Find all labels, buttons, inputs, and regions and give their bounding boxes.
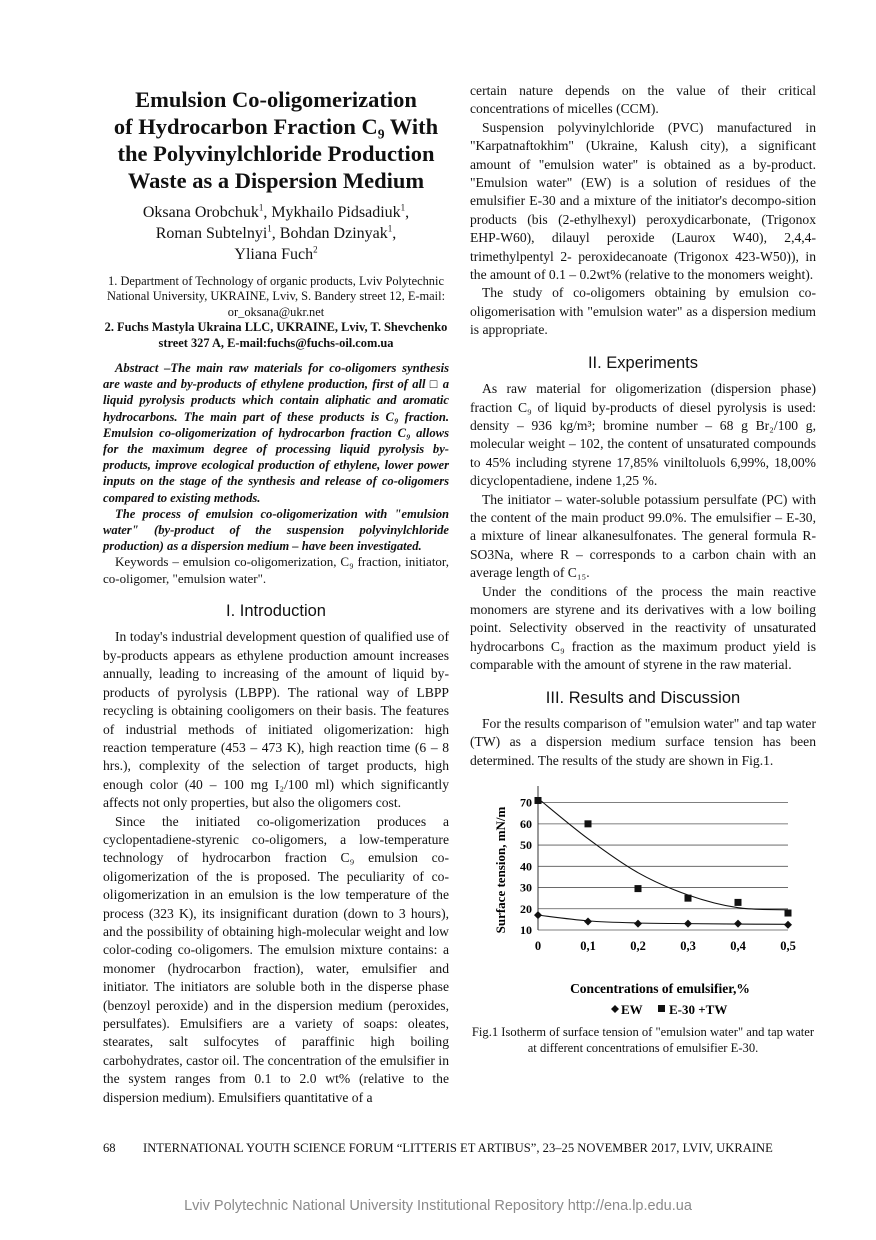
chart-x-tick-label: 0,2 bbox=[630, 939, 646, 954]
chart-x-tick-label: 0,4 bbox=[730, 939, 746, 954]
chart-y-tick-label: 20 bbox=[520, 901, 532, 916]
chart-y-tick-label: 60 bbox=[520, 817, 532, 832]
affiliation-2: 2. Fuchs Mastyla Ukraina LLC, UKRAINE, Lviv, T. Shevchenko street 327 A, E-mail:fuchs@fuchs-oil.com.ua bbox=[104, 320, 448, 350]
chart-y-tick-label: 70 bbox=[520, 795, 532, 810]
author-separator: , bbox=[405, 204, 410, 221]
author-name: Oksana Orobchuk bbox=[142, 204, 259, 221]
body-paragraph: Suspension polyvinylchloride (PVC) manufactured in "Karpatnaftokhim" (Ukraine, Kalush city), a significant amount of "emulsion water" is obtained as a by-product. "Emulsion water" (EW) is a solution of residues of the emulsifier E-30 and a mixture of the initiator's decompo-sition products (bis (2-ethylhexyl) peroxydicarbonate, (Trigonox EHP-W60), dilauyl peroxide (Laurox W40), 2,4,4-trimethylpentyl 2- peroxidecanoate (Trigonox 423-W50)), in the amount of 0.1 – 0.2wt% (relative to the monomers weight). bbox=[470, 119, 816, 283]
chart-point-diamond bbox=[584, 918, 592, 926]
chart-point-diamond bbox=[684, 920, 692, 928]
surface-tension-chart bbox=[470, 780, 816, 1020]
chart-y-tick-label: 30 bbox=[520, 880, 532, 895]
title-line: the Polyvinylchloride Production bbox=[117, 141, 435, 166]
abstract-paragraph: Abstract –The main raw materials for co-oligomers synthesis are waste and by-products of ethylene production, first of all □ a liquid pyrolysis products which contain aliphatic and aromatic hydrocarbons. The main part of these products is C₉ fraction. Emulsion co-oligomerization of hydrocarbon fraction C₉ allows for the maximum degree of processing liquid pyrolysis by-products, improve ecological production of ethylene, lower power inputs on the stage of the synthesis and release of co-oligomers compared to existing methods. bbox=[103, 361, 449, 505]
body-paragraph: In today's industrial development question of qualified use of by-products appears as ethylene production amount increases annually, leading to increasing of the amount of liquid by-products of pyrolysis (LBPP). The rational way of LBPP recycling is obtaining cooligomers on their basis. The features of industrial methods of initiated oligomerization: high reaction temperature (453 – 473 K), high reaction time (6 – 8 hrs.), complexity of the selection of target products, high enough color (40 – 100 mg I₂/100 ml) which significantly affects not only properties, but also the oligomers cost. bbox=[103, 629, 449, 811]
chart-x-tick-label: 0,5 bbox=[780, 939, 796, 954]
body-paragraph: Under the conditions of the process the main reactive monomers are styrene and its derivatives with a low boiling point. Selectivity observed in the reactivity of unsaturated hydrocarbons C₉ fraction as the maximum product yield is comparable with the amount of styrene in the raw material. bbox=[470, 583, 816, 673]
author-affiliation-mark: 1 bbox=[258, 202, 264, 213]
chart-x-tick-label: 0 bbox=[534, 939, 542, 954]
figure-caption: Fig.1 Isotherm of surface tension of "emulsion water" and tap water at different concentrations of emulsifier E-30. bbox=[471, 1025, 815, 1056]
chart-point-square bbox=[635, 885, 642, 892]
chart-point-square bbox=[685, 895, 692, 902]
author-separator: , bbox=[263, 204, 272, 221]
title-line: Emulsion Co-oligomerization bbox=[135, 87, 417, 112]
chart-point-diamond bbox=[634, 920, 642, 928]
author-name: Mykhailo Pidsadiuk bbox=[271, 204, 401, 221]
author-affiliation-mark: 2 bbox=[313, 244, 318, 255]
affiliation-1: 1. Department of Technology of organic products, Lviv Polytechnic National University, UKRAINE, Lviv, S. Bandery street 12, E-mail: or_oksana@ukr.net bbox=[106, 274, 446, 319]
author-affiliation-mark: 1 bbox=[400, 202, 406, 213]
page-number: 68 bbox=[103, 1141, 116, 1155]
paper-title bbox=[103, 86, 449, 194]
chart-y-tick-label: 10 bbox=[520, 923, 532, 938]
author-separator: , bbox=[392, 225, 397, 242]
left-column bbox=[103, 82, 449, 1107]
body-paragraph: Since the initiated co-oligomerization produces a cyclopentadiene-styrenic co-oligomers, a low-temperature technology of hydrocarbon fraction C₉ emulsion co-oligomerization of the is proposed. The peculiarity of co-oligomerization in an emulsion is the low temperature of the process (323 K), its insignificant duration (down to 3 hours), and the possibility of obtaining high-molecular weight and low color-coding co-oligomers. The emulsion mixture contains: a monomer (hydrocarbon fraction), water, emulsifier and initiator. The initiators are soluble both in the disperse phase (benzoyl peroxide) and in the dispersion medium (peroxides, persulfates). Emulsifiers are a variety of soaps: oleates, stearates, salt sulfocytes of paraffinic high boiling carbohydrates, castor oil. The concentration of the emulsifier in the system ranges from 0.1 to 2.0 wt% (relative to the dispersion medium). Emulsifiers quantitative of a bbox=[103, 813, 449, 1105]
chart-point-diamond bbox=[734, 920, 742, 928]
chart-point-square bbox=[535, 797, 542, 804]
body-paragraph: The study of co-oligomers obtaining by emulsion co-oligomerisation with "emulsion water" as a dispersion medium is appropriate. bbox=[470, 285, 816, 338]
conference-name: INTERNATIONAL YOUTH SCIENCE FORUM “LITTERIS ET ARTIBUS”, 23–25 NOVEMBER 2017, LVIV, UKRAINE bbox=[143, 1141, 773, 1155]
right-column bbox=[470, 82, 816, 1056]
chart-point-square bbox=[785, 910, 792, 917]
chart-legend bbox=[611, 1002, 727, 1017]
chart-trendline bbox=[538, 915, 788, 924]
section-heading: III. Results and Discussion bbox=[545, 688, 741, 707]
chart-point-diamond bbox=[784, 921, 792, 929]
chart-point-square bbox=[585, 821, 592, 828]
chart-svg bbox=[470, 780, 816, 1020]
page-footer bbox=[103, 1141, 803, 1156]
chart-x-tick-label: 0,3 bbox=[680, 939, 696, 954]
chart-tick-labels bbox=[520, 796, 796, 953]
chart-y-axis-label: Surface tension, mN/m bbox=[493, 806, 508, 934]
section-heading: I. Introduction bbox=[226, 602, 326, 621]
title-line: of Hydrocarbon Fraction C₉ With bbox=[113, 114, 439, 139]
legend-square-marker bbox=[658, 1005, 665, 1012]
author-separator: , bbox=[271, 225, 280, 242]
author-list bbox=[103, 202, 449, 265]
abstract-paragraph: The process of emulsion co-oligomerization with "emulsion water" (by-product of the suspension polyvinylchloride production) as a dispersion medium – have been investigated. bbox=[103, 506, 449, 554]
title-line: Waste as a Dispersion Medium bbox=[127, 168, 425, 193]
chart-point-diamond bbox=[534, 911, 542, 919]
body-paragraph: For the results comparison of "emulsion water" and tap water (TW) as a dispersion medium surface tension has been determined. The results of the study are shown in Fig.1. bbox=[470, 716, 816, 768]
legend-label-ew: EW bbox=[621, 1002, 643, 1018]
legend-label-e30-tw: E-30 +TW bbox=[669, 1002, 728, 1018]
body-paragraph: The initiator – water-soluble potassium persulfate (PC) with the content of the main product 99.0%. The emulsifier – E-30, a mixture of linear alkanesulfonates. The general formula R-SO3Na, where R – corresponds to a carbon chain with an average length of C₁₅. bbox=[470, 491, 816, 581]
author-affiliation-mark: 1 bbox=[267, 223, 272, 234]
author-affiliation-mark: 1 bbox=[387, 223, 393, 234]
author-name: Bohdan Dzinyak bbox=[279, 225, 388, 242]
chart-trendline bbox=[538, 799, 788, 910]
author-name: Roman Subtelnyi bbox=[155, 225, 268, 242]
chart-x-tick-label: 0,1 bbox=[580, 939, 596, 954]
chart-point-square bbox=[735, 899, 742, 906]
section-heading: II. Experiments bbox=[587, 353, 699, 372]
chart-x-axis-label: Concentrations of emulsifier,% bbox=[570, 981, 750, 997]
chart-y-tick-label: 50 bbox=[520, 838, 532, 853]
body-paragraph: As raw material for oligomerization (dispersion phase) fraction C₉ of liquid by-products of diesel pyrolysis is used: density – 936 kg/m³; bromine number – 68 g Br₂/100 g, molecular weight – 102, the content of unsaturated compounds to 45% including styrene 17,85% viniltoluols 6,99%, 18,00% dicyclopentadiene, indene 1,25 %. bbox=[470, 381, 816, 489]
repository-watermark: Lviv Polytechnic National University Institutional Repository http://ena.lp.edu.ua bbox=[184, 1198, 692, 1214]
body-paragraph: certain nature depends on the value of their critical concentrations of micelles (CCM). bbox=[470, 83, 816, 117]
chart-y-tick-label: 40 bbox=[520, 859, 532, 874]
author-name: Yliana Fuch bbox=[234, 246, 314, 263]
chart-trendlines bbox=[538, 799, 788, 925]
keywords: Keywords – emulsion co-oligomerization, C₉ fraction, initiator, co-oligomer, "emulsion water". bbox=[103, 554, 449, 587]
legend-diamond-marker bbox=[611, 1005, 619, 1013]
